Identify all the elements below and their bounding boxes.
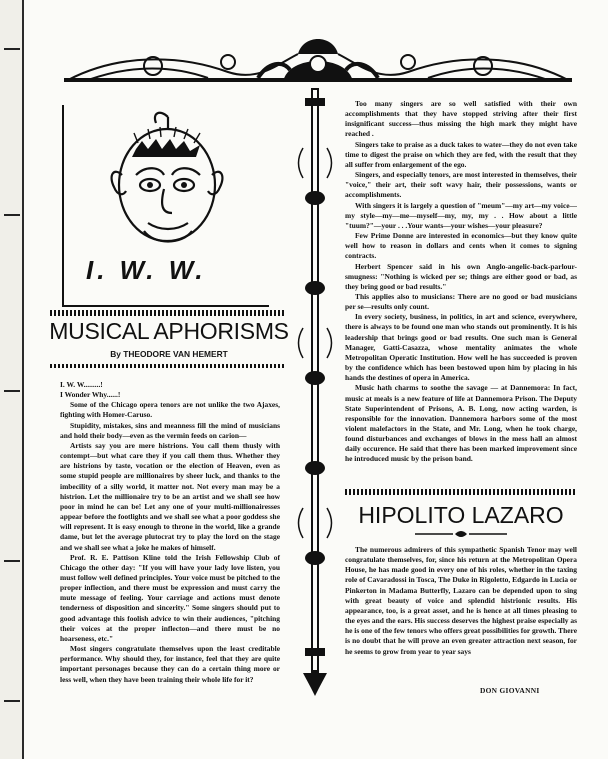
paragraph: Stupidity, mistakes, sins and meanness fill the mind of musicians and hold their body—even as the vermin feeds on carion—	[60, 420, 280, 440]
paragraph: Artists say you are mere histrions. You call them thusly with contempt—but what care they if you call them thus. Whether they are histrions by taste, vocation or the election of Heaven, even as some stupid people are millionaires by sheer luck, and thanks to the imbecility of a silly world, it matter not. Not every man may be a histrion. Let the millionaire try to be an artist and we shall see how poor in mind he can be! Let any one of your multi-millionairesses appear before the footlights and we shall see what a poor goddess she will represent. It is easy enough to throne in the world, like a grande dame, but let the average plutocrat try to play the lord on the stage and we shall see what a joke he makes of himself.	[60, 440, 280, 552]
cartoon-caption: I. W. W.	[86, 255, 207, 285]
article-body-right	[345, 99, 577, 465]
paragraph: Singers, and especially tenors, are most interested in themselves, their "voice," their art, their soft wavy hair, their possessions, wants or accomplishments.	[345, 170, 577, 200]
article-body-lazaro	[345, 545, 577, 657]
paragraph: In every society, business, in politics, in art and science, everywhere, there is always to be found one man who stands out prominently. It is his leadership that brings good or bad results. One such man is General Manager, Gatti-Casazza, whose mentality animates the whole Metropolitan Operatic Institution. How well he has succeeded is proven by the confidence which has been bestowed upon him by placing in his hands the destines of opera in America.	[345, 312, 577, 383]
paragraph: With singers it is largely a question of "meum"—my art—my voice—my style—my—me—myself—my, my, my . . How about a little "tuum?"—your . . .Your wants—your wishes—your pleasure?	[345, 200, 577, 230]
paragraph: Some of the Chicago opera tenors are not unlike the two Ajaxes, fighting with Homer-Caruso.	[60, 400, 280, 420]
binding-tick	[4, 390, 20, 392]
article-body-left	[60, 380, 280, 685]
signature: DON GIOVANNI	[480, 686, 540, 695]
paragraph: This applies also to musicians: There are no good or bad musicians per se—results only count.	[345, 291, 577, 312]
binding-edge	[0, 0, 24, 759]
paragraph: Too many singers are so well satisfied with their own accomplishments that they have stopped striving after their first insignificant success—thus missing the high mark they might have reached .	[345, 99, 577, 139]
paragraph: The numerous admirers of this sympathetic Spanish Tenor may well congratulate themselves, for, since his return at the Metropolitan Opera House, he has made good in every one of his roles, whether in the taxing role of Cavaradossi in Tosca, The Duke in Rigoletto, Edgardo in Lucia or Pinkerton in Madama Butterfly, Lazaro can be depended upon to sing with great beauty of voice and splendid histrionic results. His appearance, too, is a great asset, and he is hence at all times pleasing to the eyes and the ears. His success deserves the highest praise especially as he is one of the few tenors who offers great possibilities for growth. There is no doubt that he will prove an even greater attraction next season, for he seems to grow from year to year says	[345, 545, 577, 656]
title-flourish	[415, 530, 507, 538]
paragraph: I Wonder Why......!	[60, 390, 121, 400]
paragraph: Most singers congratulate themselves upon the least creditable performance. Why should they, for instance, feel that they are quite important personages because they can do a certain thing more or less well, when they have been training their whole life for it?	[60, 644, 280, 684]
center-column-ornament	[297, 88, 333, 698]
divider	[50, 364, 285, 368]
divider	[50, 310, 285, 316]
paragraph: Few Prime Donne are interested in economics—but they know quite well how to reason in dollars and cents when it comes to signing contracts.	[345, 231, 577, 261]
paragraph: Prof. R. E. Pattison Kline told the Irish Fellowship Club of Chicago the other day: "If you will have your lady love listen, you must follow well defined principles. Your voice must be pitched to the proper inflection, and there must be expression and must carry the mute message of feeling. Your carriage and actions must denote tenderness of disposition and sincerity." Some singers should put to good advantage this foolish advice to win their audiences, "pitching their voices at the proper inflecton—and there must be no hoarseness, etc."	[60, 552, 280, 643]
caricature-illustration	[62, 105, 269, 307]
article-title: HIPOLITO LAZARO	[358, 502, 564, 528]
article-title: MUSICAL APHORISMS	[49, 318, 289, 344]
paragraph: Singers take to praise as a duck takes to water—they do not even take time to digest the praise on which they are fed, with the result that they all suffer from enlargement of the ego.	[345, 139, 577, 169]
divider	[345, 489, 577, 495]
binding-tick	[4, 48, 20, 50]
binding-tick	[4, 560, 20, 562]
byline: By THEODORE VAN HEMERT	[110, 349, 228, 359]
binding-tick	[4, 700, 20, 702]
paragraph: I. W. W.........!	[60, 380, 103, 389]
paragraph: Music hath charms to soothe the savage — at Dannemora: In fact, music at meals is a new feature of life at Dannemora Prison. The Deputy State Superintendent of Prisons, A. B. Long, now acting warden, is responsible for the innovation. Dannemora harbors some of the most violent malefactors in the State, and Mr. Long, when he took charge, found disturbances and exchanges of blows in the mess hall an almost daily occurence. He said that there has been marked improvement since he introduced music by the prison band.	[345, 383, 577, 464]
binding-tick	[4, 214, 20, 216]
paragraph: Herbert Spencer said in his own Anglo-angelic-back-parlour-smugness: "Nothing is wicked per se; things are either good or bad, as they bring good or bad results."	[345, 261, 577, 291]
